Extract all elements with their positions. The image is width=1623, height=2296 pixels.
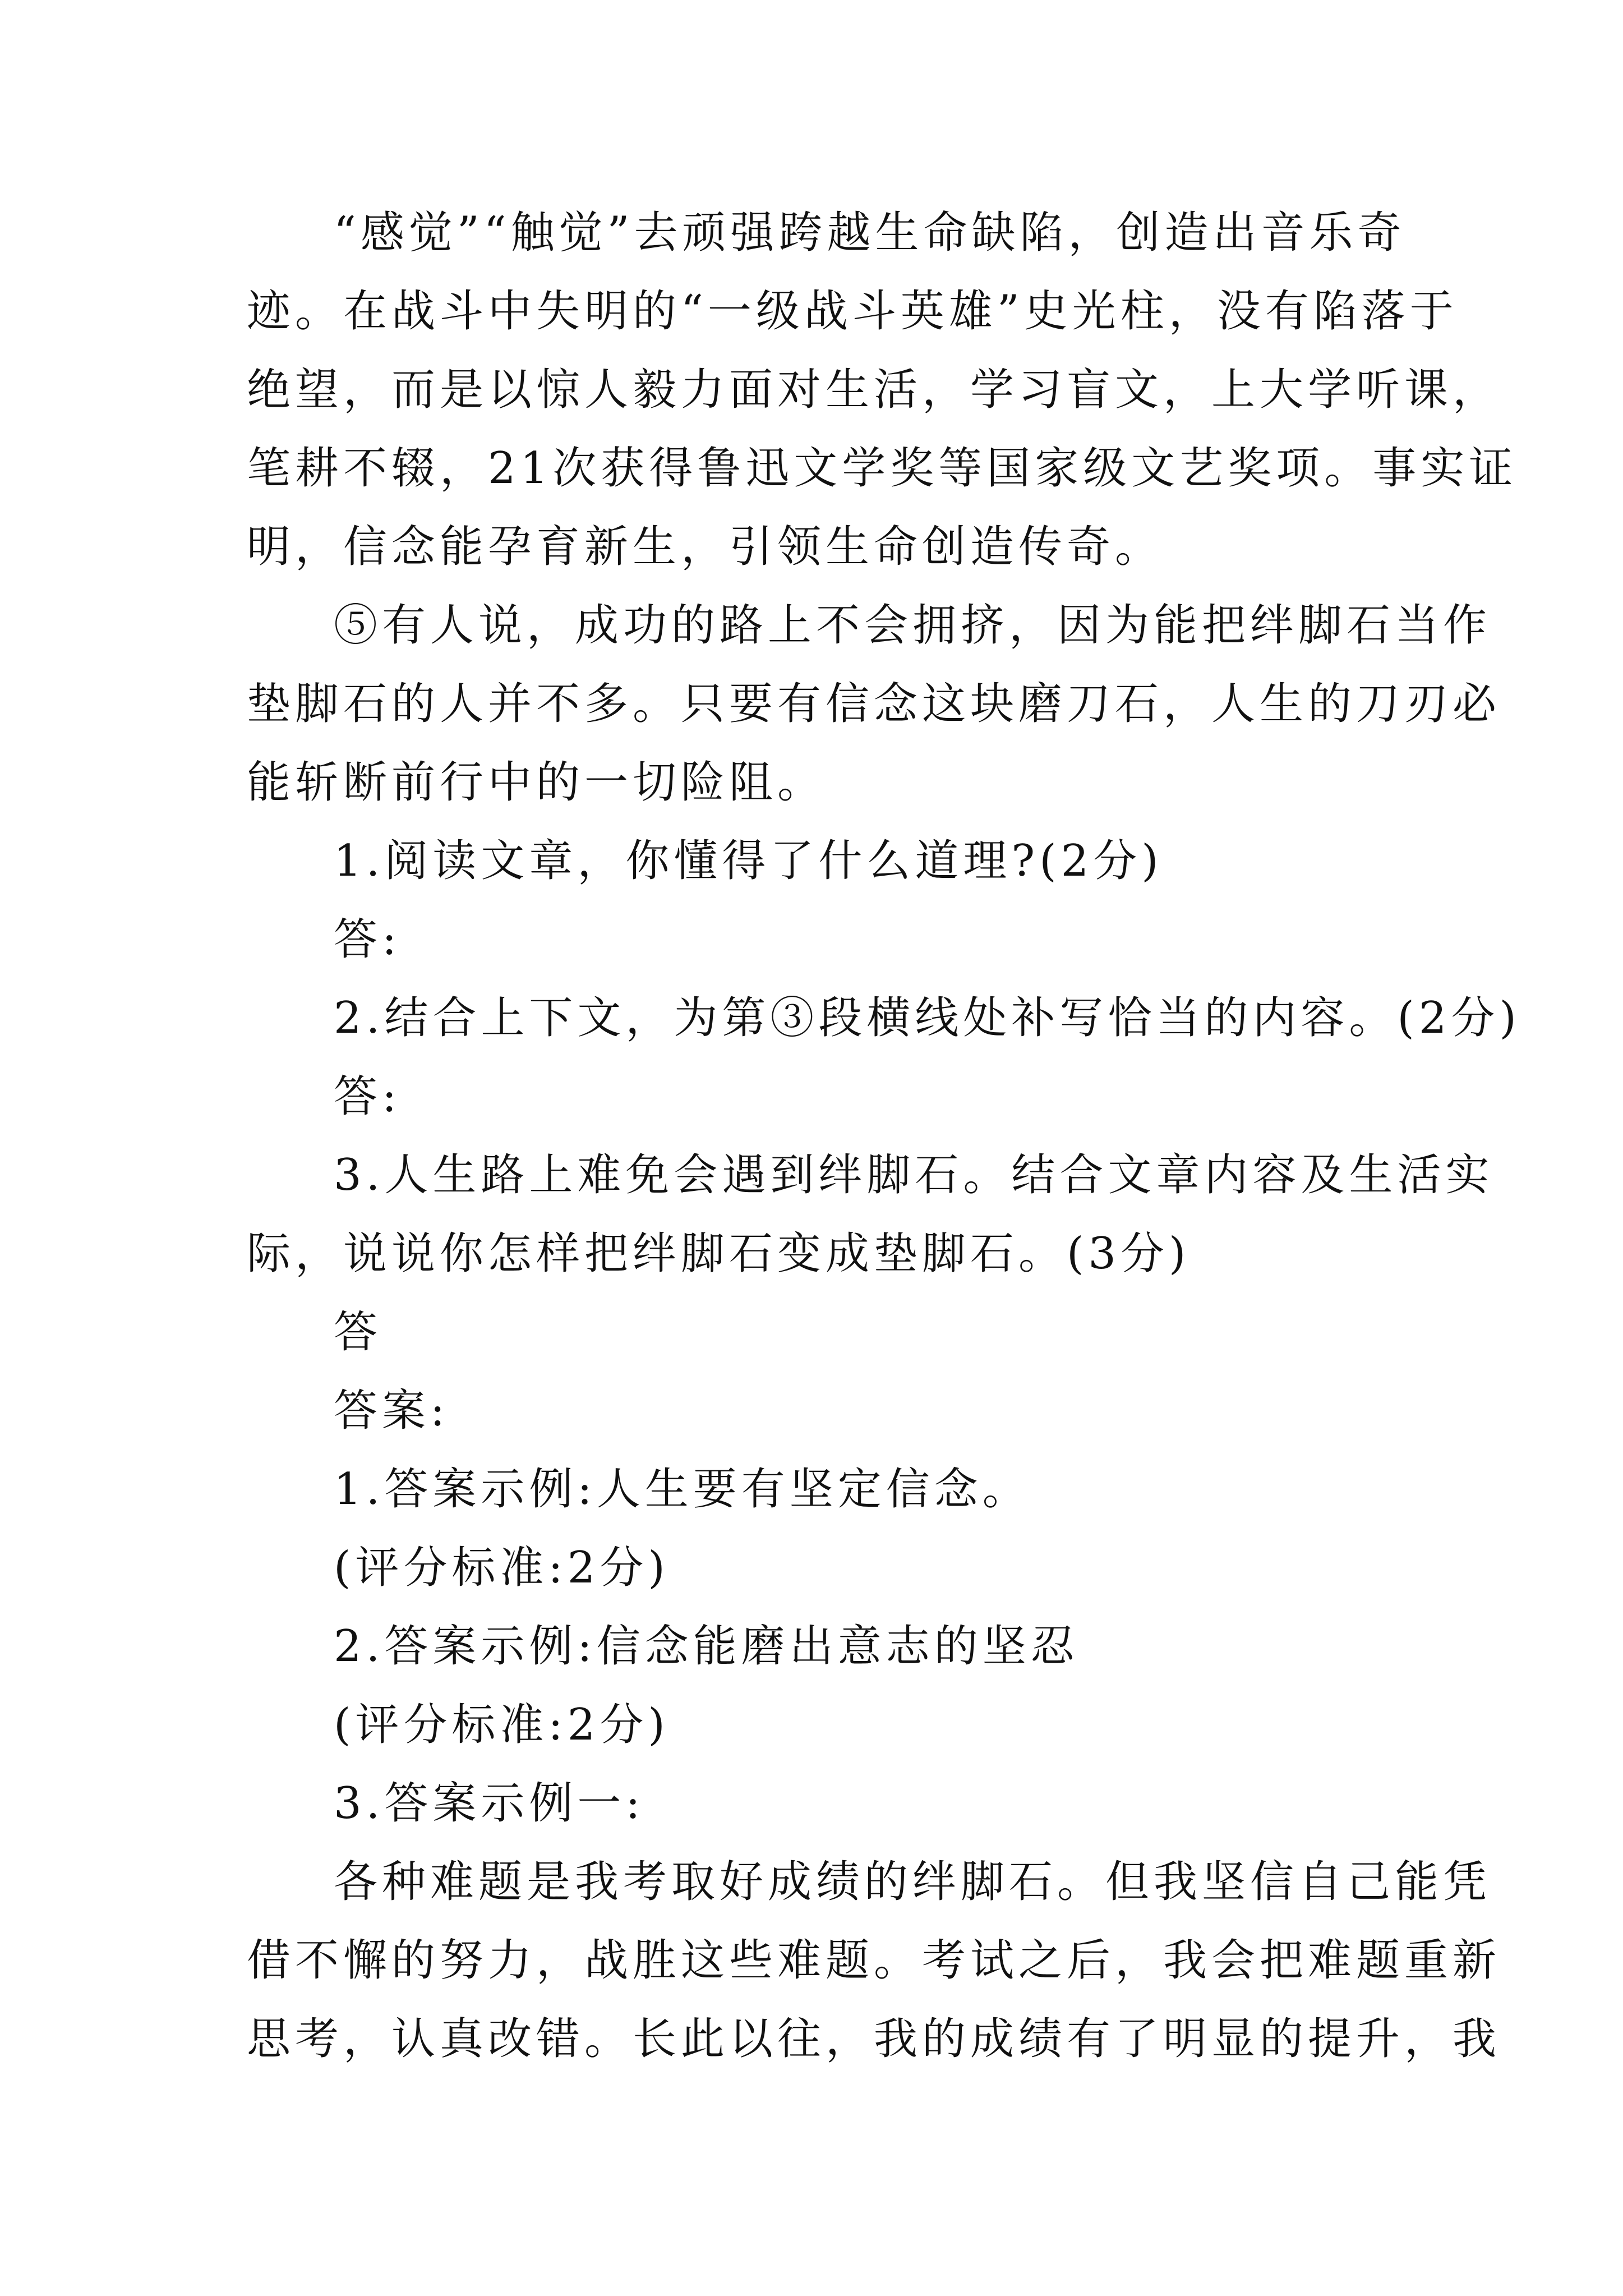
text-line: 思考，认真改错。长此以往，我的成绩有了明显的提升，我 (247, 2014, 1501, 2064)
text-line: 借不懈的努力，战胜这些难题。考试之后，我会把难题重新 (247, 1935, 1501, 1986)
text-line: 能斩断前行中的一切险阻。 (247, 757, 826, 808)
question-3: 3.人生路上难免会遇到绊脚石。结合文章内容及生活实 (334, 1150, 1494, 1200)
answer-3-heading: 3.答案示例一: (334, 1778, 645, 1829)
answer-label: 答: (334, 914, 402, 965)
scoring-1: (评分标准:2分) (334, 1543, 670, 1593)
answer-label: 答 (334, 1307, 382, 1358)
answer-2: 2.答案示例:信念能磨出意志的坚忍 (334, 1621, 1079, 1672)
text-line: 绝望，而是以惊人毅力面对生活，学习盲文，上大学听课， (247, 365, 1501, 415)
question-1: 1.阅读文章，你懂得了什么道理?(2分) (334, 836, 1163, 886)
text-line: 垫脚石的人并不多。只要有信念这块磨刀石，人生的刀刃必 (247, 679, 1501, 729)
answers-heading: 答案: (334, 1386, 450, 1436)
scoring-2: (评分标准:2分) (334, 1700, 670, 1750)
question-3-continued: 际，说说你怎样把绊脚石变成垫脚石。(3分) (247, 1228, 1191, 1279)
text-line: 迹。在战斗中失明的“一级战斗英雄”史光柱，没有陷落于 (247, 286, 1458, 337)
text-line: 笔耕不辍，21次获得鲁迅文学奖等国家级文艺奖项。事实证 (247, 443, 1518, 494)
text-line: 明，信念能孕育新生，引领生命创造传奇。 (247, 522, 1164, 572)
text-line: “感觉”“触觉”去顽强跨越生命缺陷，创造出音乐奇 (334, 208, 1406, 258)
text-line: 各种难题是我考取好成绩的绊脚石。但我坚信自己能凭 (334, 1857, 1492, 1907)
answer-1: 1.答案示例:人生要有坚定信念。 (334, 1464, 1031, 1515)
question-2: 2.结合上下文，为第③段横线处补写恰当的内容。(2分) (334, 993, 1521, 1043)
answer-label: 答: (334, 1071, 402, 1122)
text-line: ⑤有人说，成功的路上不会拥挤，因为能把绊脚石当作 (334, 600, 1492, 651)
